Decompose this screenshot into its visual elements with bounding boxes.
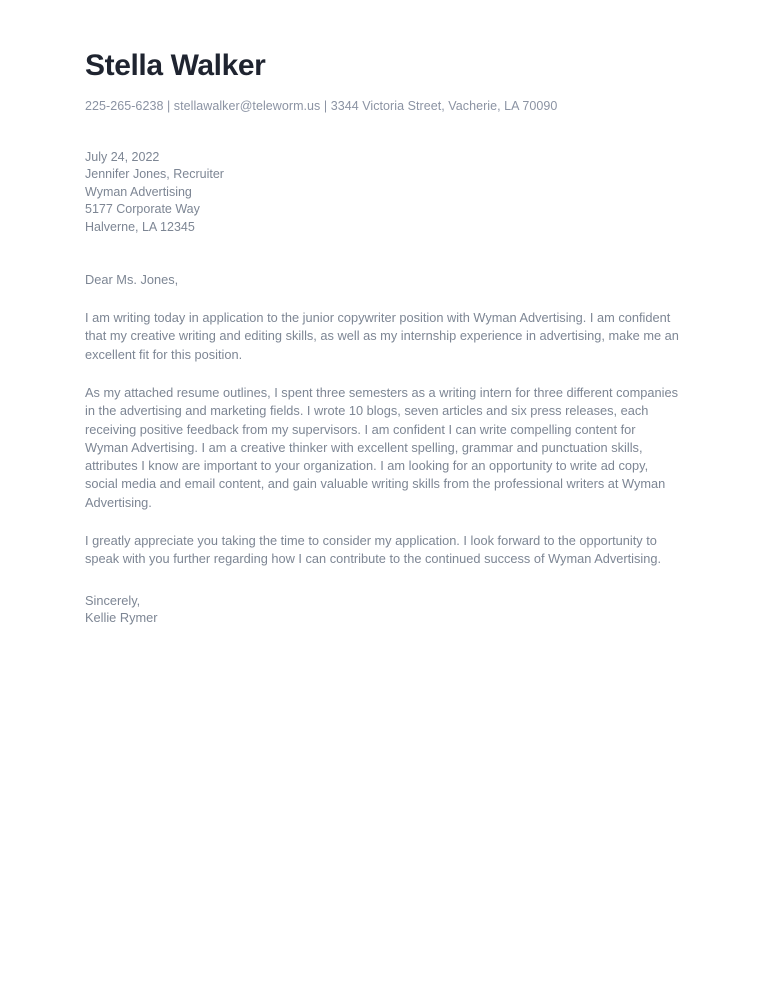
recipient-company: Wyman Advertising — [85, 184, 192, 199]
letter-date: July 24, 2022 — [85, 149, 160, 164]
valediction: Sincerely, — [85, 592, 141, 608]
closing-block — [85, 592, 682, 627]
applicant-name: Stella Walker — [85, 49, 266, 82]
body-paragraph-3: I greatly appreciate you taking the time to consider my application. I look forward to the opportunity to speak with you further regarding how I can contribute to the continued success of Wyman Advertising. — [85, 533, 662, 567]
letter-body — [85, 309, 682, 569]
recipient-city-state-zip: Halverne, LA 12345 — [85, 219, 195, 234]
signature-name: Kellie Rymer — [85, 610, 158, 626]
recipient-street: 5177 Corporate Way — [85, 202, 200, 217]
recipient-name-title: Jennifer Jones, Recruiter — [85, 167, 224, 182]
recipient-address-block — [85, 149, 682, 237]
body-paragraph-2: As my attached resume outlines, I spent three semesters as a writing intern for three different companies in the advertising and marketing fields. I wrote 10 blogs, seven articles and six press releases, each receiving positive feedback from my supervisors. I am confident I can write compelling content for Wyman Advertising. I am a creative thinker with excellent spelling, grammar and punctuation skills, attributes I know are important to your organization. I am looking for an opportunity to write ad copy, social media and email content, and gain valuable writing skills from the professional writers at Wyman Advertising. — [85, 384, 678, 510]
body-paragraph-1: I am writing today in application to the junior copywriter position with Wyman Advertising. I am confident that my creative writing and editing skills, as well as my internship experience in advertising, make me an excellent fit for this position. — [85, 310, 679, 362]
letterhead — [85, 48, 682, 116]
salutation: Dear Ms. Jones, — [85, 272, 179, 288]
contact-info-line: 225-265-6238 | stellawalker@teleworm.us | 3344 Victoria Street, Vacherie, LA 70090 — [85, 99, 558, 113]
